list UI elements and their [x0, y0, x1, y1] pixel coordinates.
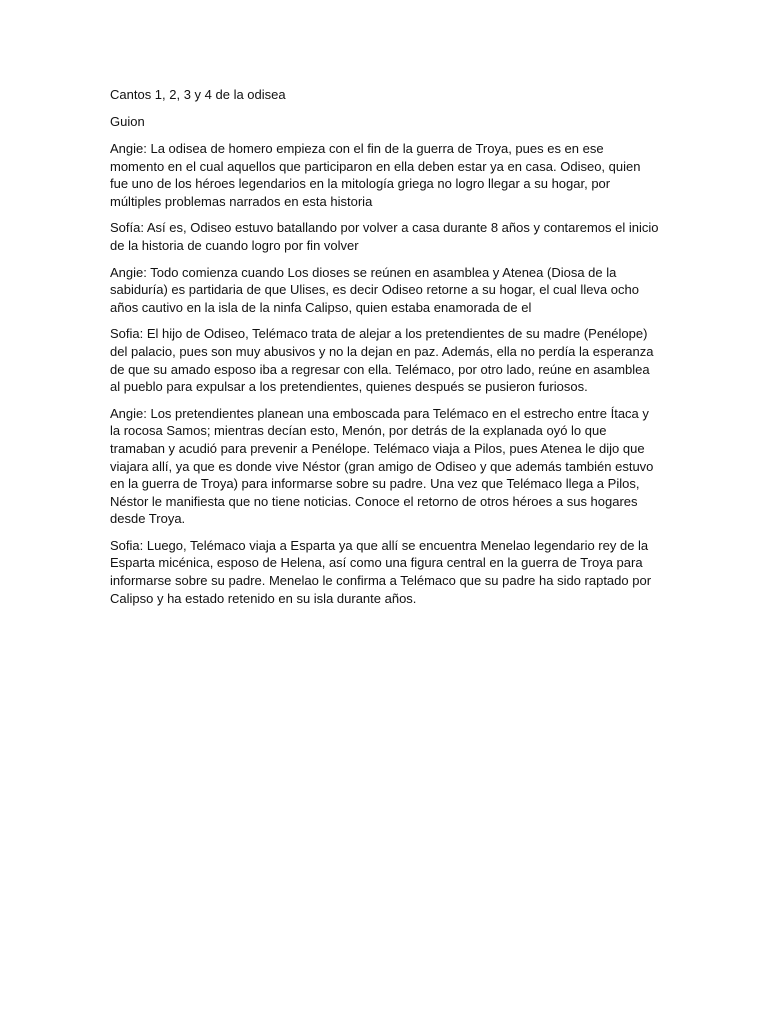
paragraph-2: Sofía: Así es, Odiseo estuvo batallando por volver a casa durante 8 años y contaremos el inicio de la historia de cuando logro por fin volver	[110, 220, 659, 253]
paragraph-1: Angie: La odisea de homero empieza con el fin de la guerra de Troya, pues es en ese momento en el cual aquellos que participaron en ella deben estar ya en casa. Odiseo, quien fue uno de los héroes legendarios en la mitología griega no logro llegar a su hogar, por múltiples problemas narrados en esta historia	[110, 141, 641, 209]
paragraph-3: Angie: Todo comienza cuando Los dioses se reúnen en asamblea y Atenea (Diosa de la sabiduría) es partidaria de que Ulises, es decir Odiseo retorne a su hogar, el cual lleva ocho años cautivo en la isla de la ninfa Calipso, quien estaba enamorada de el	[110, 264, 639, 315]
paragraph-4: Sofia: El hijo de Odiseo, Telémaco trata de alejar a los pretendientes de su madre (Penélope) del palacio, pues son muy abusivos y no la dejan en paz. Además, ella no perdía la esperanza de que su amado esposo iba a regresar con ella. Telémaco, por otro lado, reúne en asamblea al pueblo para expulsar a los pretendientes, quienes después se pusieron furiosos.	[110, 326, 654, 395]
document-subtitle: Guion	[110, 114, 145, 129]
document-title: Cantos 1, 2, 3 y 4 de la odisea	[110, 87, 286, 102]
paragraph-6: Sofia: Luego, Telémaco viaja a Esparta ya que allí se encuentra Menelao legendario rey de la Esparta micénica, esposo de Helena, así como una figura central en la guerra de Troya para informarse sobre su padre. Menelao le confirma a Telémaco que su padre ha sido raptado por Calipso y ha estado retenido en su isla durante años.	[110, 537, 652, 606]
paragraph-5: Angie: Los pretendientes planean una emboscada para Telémaco en el estrecho entre Ítaca y la rocosa Samos; mientras decían esto, Menón, por detrás de la explanada oyó lo que tramaban y acudió para prevenir a Penélope. Telémaco viaja a Pilos, pues Atenea le dijo que viajara allí, ya que es donde vive Néstor (gran amigo de Odiseo y que además también estuvo en la guerra de Troya) para informarse sobre su padre. Una vez que Telémaco llega a Pilos, Néstor le manifiesta que no tiene noticias. Conoce el retorno de otros héroes a sus hogares desde Troya.	[110, 405, 654, 527]
